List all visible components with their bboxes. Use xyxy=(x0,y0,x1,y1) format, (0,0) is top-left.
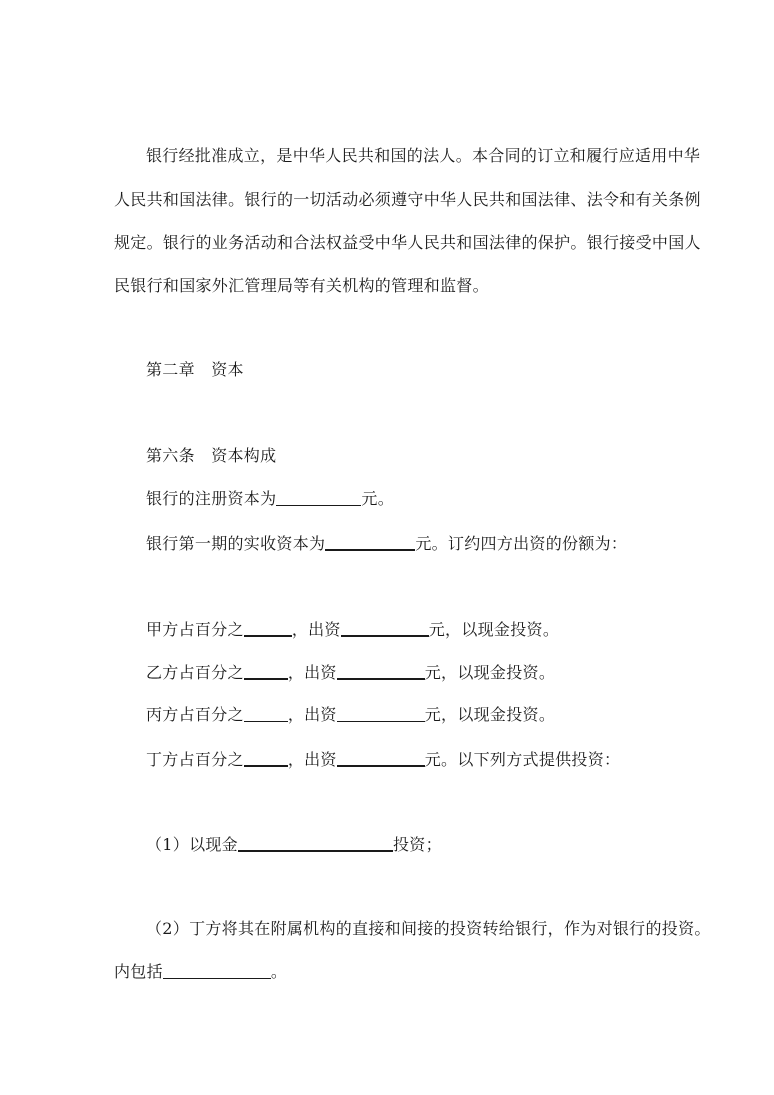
registered-capital-line xyxy=(146,489,394,509)
party-line-jia xyxy=(146,619,559,640)
party-suffix: 元，以现金投资。 xyxy=(424,705,556,724)
party-suffix: 元。以下列方式提供投资： xyxy=(424,750,621,769)
item-2-blank[interactable] xyxy=(163,962,271,979)
item-2-suffix: 。 xyxy=(270,962,288,981)
party-share-prefix: 甲方占百分之 xyxy=(146,620,244,639)
paragraph-line: 规定。银行的业务活动和合法权益受中华人民共和国法律的保护。银行接受中国人 xyxy=(114,233,701,252)
paid-in-capital-prefix: 银行第一期的实收资本为 xyxy=(146,534,326,553)
article-heading: 第六条 资本构成 xyxy=(146,446,277,465)
registered-capital-blank[interactable] xyxy=(276,489,361,506)
item-1-line xyxy=(146,834,442,855)
party-share-blank[interactable] xyxy=(244,749,288,767)
party-investment-mid: ，出资 xyxy=(291,620,341,639)
paid-in-capital-suffix: 元。订约四方出资的份额为： xyxy=(415,534,628,553)
party-line-bing xyxy=(146,705,555,725)
item-1-suffix: 投资； xyxy=(392,835,442,854)
party-line-yi xyxy=(146,662,555,683)
item-1-blank[interactable] xyxy=(238,834,393,852)
registered-capital-suffix: 元。 xyxy=(361,489,395,508)
party-investment-mid: ，出资 xyxy=(287,663,337,682)
party-share-blank[interactable] xyxy=(244,662,288,680)
party-share-blank[interactable] xyxy=(244,619,292,637)
party-share-prefix: 乙方占百分之 xyxy=(146,663,244,682)
party-suffix: 元，以现金投资。 xyxy=(428,620,560,639)
paragraph-line: 人民共和国法律。银行的一切活动必须遵守中华人民共和国法律、法令和有关条例 xyxy=(114,190,701,209)
item-2-continuation xyxy=(114,962,287,982)
chapter-heading: 第二章 资本 xyxy=(146,360,244,379)
party-line-ding xyxy=(146,749,620,770)
party-amount-blank[interactable] xyxy=(337,749,425,767)
registered-capital-prefix: 银行的注册资本为 xyxy=(146,489,277,508)
paragraph-line: 银行经批准成立，是中华人民共和国的法人。本合同的订立和履行应适用中华 xyxy=(146,146,701,165)
party-amount-blank[interactable] xyxy=(341,619,429,637)
party-investment-mid: ，出资 xyxy=(287,705,337,724)
party-amount-blank[interactable] xyxy=(337,662,425,680)
paid-in-capital-blank[interactable] xyxy=(325,533,415,551)
party-share-prefix: 丙方占百分之 xyxy=(146,705,244,724)
party-investment-mid: ，出资 xyxy=(287,750,337,769)
party-suffix: 元，以现金投资。 xyxy=(424,663,556,682)
item-1-prefix: （1）以现金 xyxy=(146,835,238,854)
paragraph-line: 民银行和国家外汇管理局等有关机构的管理和监督。 xyxy=(114,276,489,295)
party-share-prefix: 丁方占百分之 xyxy=(146,750,244,769)
party-share-blank[interactable] xyxy=(244,705,288,722)
item-2-line: （2）丁方将其在附属机构的直接和间接的投资转给银行，作为对银行的投资。 xyxy=(146,919,711,938)
party-amount-blank[interactable] xyxy=(337,705,425,722)
paid-in-capital-line xyxy=(146,533,627,554)
item-2-prefix: 内包括 xyxy=(114,962,163,981)
